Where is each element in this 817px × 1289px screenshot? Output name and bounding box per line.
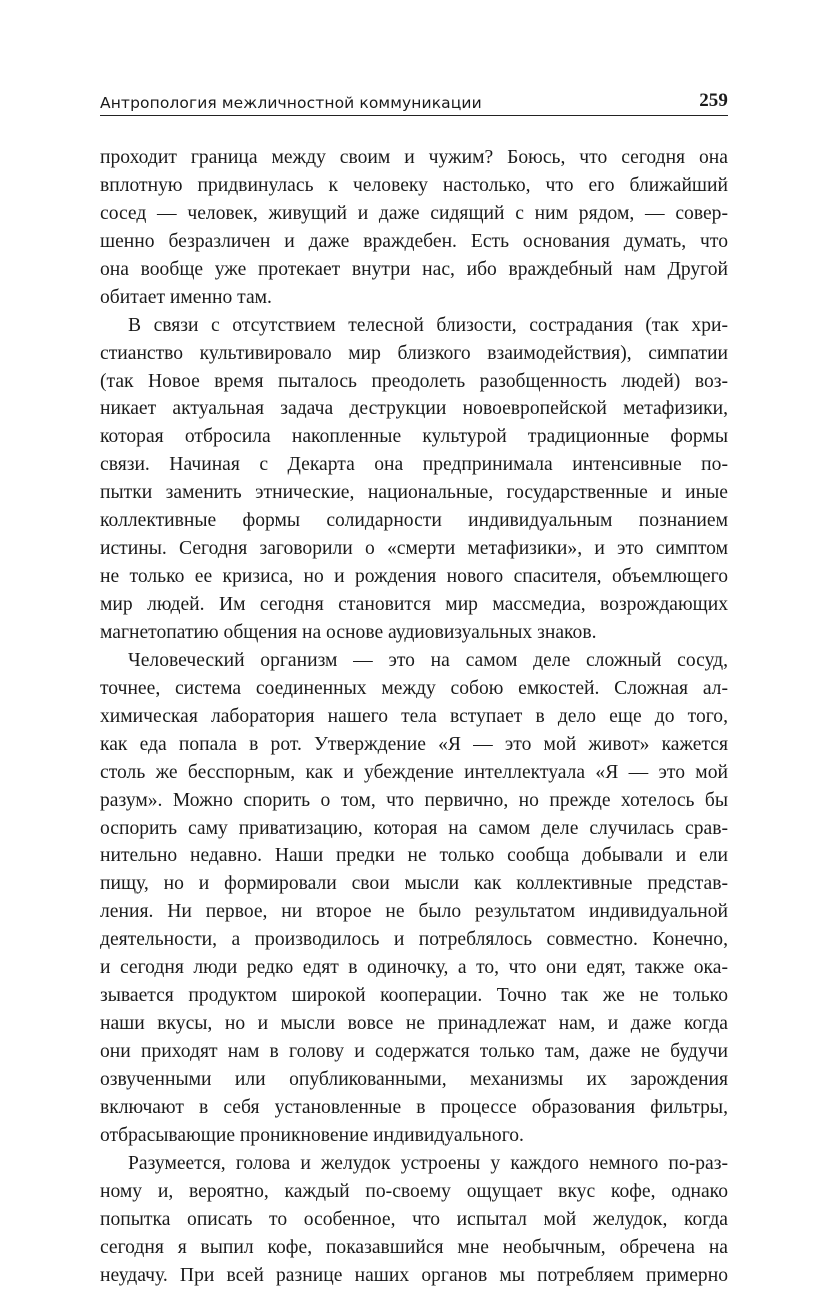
text-line: В связи с отсутствием телесной близости, сострадания (так хри- bbox=[100, 312, 728, 340]
text-line: сегодня я выпил кофе, показавшийся мне необычным, обречена на bbox=[100, 1234, 728, 1262]
text-line: пищу, но и формировали свои мысли как коллективные представ- bbox=[100, 870, 728, 898]
text-line: стианство культивировало мир близкого взаимодействия), симпатии bbox=[100, 340, 728, 368]
text-line: связи. Начиная с Декарта она предпринимала интенсивные по- bbox=[100, 451, 728, 479]
text-line: (так Новое время пыталось преодолеть разобщенность людей) воз- bbox=[100, 368, 728, 396]
text-line: обитает именно там. bbox=[100, 284, 728, 312]
text-line: зывается продуктом широкой кооперации. Точно так же не только bbox=[100, 982, 728, 1010]
text-line: попытка описать то особенное, что испытал мой желудок, когда bbox=[100, 1206, 728, 1234]
text-line: нительно недавно. Наши предки не только сообща добывали и ели bbox=[100, 842, 728, 870]
text-line: ному и, вероятно, каждый по-своему ощущает вкус кофе, однако bbox=[100, 1178, 728, 1206]
text-line: вплотную придвинулась к человеку настолько, что его ближайший bbox=[100, 172, 728, 200]
text-line: озвученными или опубликованными, механизмы их зарождения bbox=[100, 1066, 728, 1094]
text-line: столь же бесспорным, как и убеждение интеллектуала «Я — это мой bbox=[100, 759, 728, 787]
text-line: проходит граница между своим и чужим? Боюсь, что сегодня она bbox=[100, 144, 728, 172]
text-line: истины. Сегодня заговорили о «смерти метафизики», и это симптом bbox=[100, 535, 728, 563]
text-line: как еда попала в рот. Утверждение «Я — это мой живот» кажется bbox=[100, 731, 728, 759]
text-line: коллективные формы солидарности индивидуальным познанием bbox=[100, 507, 728, 535]
text-line: которая отбросила накопленные культурой традиционные формы bbox=[100, 423, 728, 451]
text-line: никает актуальная задача деструкции новоевропейской метафизики, bbox=[100, 395, 728, 423]
text-line: отбрасывающие проникновение индивидуального. bbox=[100, 1122, 728, 1150]
text-line: разум». Можно спорить о том, что первично, но прежде хотелось бы bbox=[100, 787, 728, 815]
running-head bbox=[100, 86, 728, 112]
text-line: магнетопатию общения на основе аудиовизуальных знаков. bbox=[100, 619, 728, 647]
body-text bbox=[100, 144, 728, 1289]
running-title: Антропология межличностной коммуникации bbox=[100, 94, 482, 112]
page-number: 259 bbox=[699, 90, 728, 112]
text-line: включают в себя установленные в процессе образования фильтры, bbox=[100, 1094, 728, 1122]
text-line: ления. Ни первое, ни второе не было результатом индивидуальной bbox=[100, 898, 728, 926]
text-line: оспорить саму приватизацию, которая на самом деле случилась срав- bbox=[100, 815, 728, 843]
text-line: Человеческий организм — это на самом деле сложный сосуд, bbox=[100, 647, 728, 675]
text-line: и сегодня люди редко едят в одиночку, а то, что они едят, также ока- bbox=[100, 954, 728, 982]
text-line: сосед — человек, живущий и даже сидящий с ним рядом, — совер- bbox=[100, 200, 728, 228]
text-line: деятельности, а производилось и потреблялось совместно. Конечно, bbox=[100, 926, 728, 954]
text-line: точнее, система соединенных между собою емкостей. Сложная ал- bbox=[100, 675, 728, 703]
text-line: она вообще уже протекает внутри нас, ибо враждебный нам Другой bbox=[100, 256, 728, 284]
text-line: не только ее кризиса, но и рождения нового спасителя, объемлющего bbox=[100, 563, 728, 591]
text-line: наши вкусы, но и мысли вовсе не принадлежат нам, и даже когда bbox=[100, 1010, 728, 1038]
paragraph bbox=[100, 1150, 728, 1289]
paragraph bbox=[100, 144, 728, 312]
text-line: шенно безразличен и даже враждебен. Есть основания думать, что bbox=[100, 228, 728, 256]
text-line: они приходят нам в голову и содержатся только там, даже не будучи bbox=[100, 1038, 728, 1066]
text-line: Разумеется, голова и желудок устроены у каждого немного по-раз- bbox=[100, 1150, 728, 1178]
text-line: химическая лаборатория нашего тела вступает в дело еще до того, bbox=[100, 703, 728, 731]
text-line: мир людей. Им сегодня становится мир массмедиа, возрождающих bbox=[100, 591, 728, 619]
paragraph bbox=[100, 647, 728, 1150]
text-line: пытки заменить этнические, национальные, государственные и иные bbox=[100, 479, 728, 507]
text-line: неудачу. При всей разнице наших органов мы потребляем примерно bbox=[100, 1262, 728, 1289]
paragraph bbox=[100, 312, 728, 647]
header-rule bbox=[100, 115, 728, 116]
